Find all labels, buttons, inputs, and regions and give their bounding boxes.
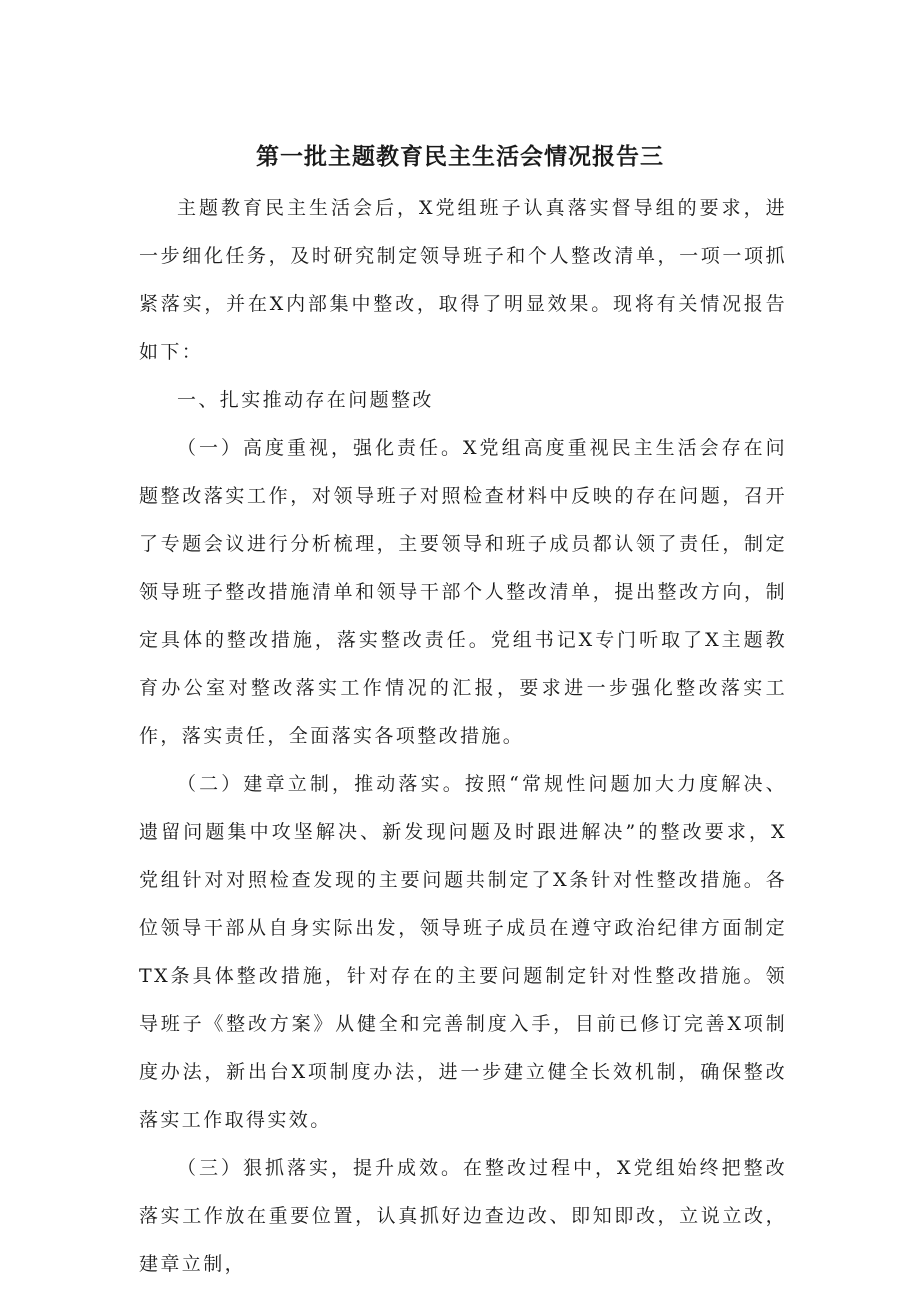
document-body — [139, 184, 787, 1288]
intro-paragraph: 主题教育民主生活会后，X党组班子认真落实督导组的要求，进一步细化任务，及时研究制定领导班子和个人整改清单，一项一项抓紧落实，并在X内部集中整改，取得了明显效果。现将有关情况报告如下： — [139, 197, 787, 363]
section-heading-1: 一、扎实推动存在问题整改 — [177, 389, 434, 411]
paragraph-1: （一）高度重视，强化责任。X党组高度重视民主生活会存在问题整改落实工作，对领导班子对照检查材料中反映的存在问题，召开了专题会议进行分析梳理，主要领导和班子成员都认领了责任，制定领导班子整改措施清单和领导干部个人整改清单，提出整改方向，制定具体的整改措施，落实整改责任。党组书记X专门听取了X主题教育办公室对整改落实工作情况的汇报，要求进一步强化整改落实工作，落实责任，全面落实各项整改措施。 — [139, 437, 787, 747]
document-title: 第一批主题教育民主生活会情况报告三 — [256, 144, 664, 170]
paragraph-2: （二）建章立制，推动落实。按照“常规性问题加大力度解决、遗留问题集中攻坚解决、新发现问题及时跟进解决”的整改要求，X党组针对对照检查发现的主要问题共制定了X条针对性整改措施。各位领导干部从自身实际出发，领导班子成员在遵守政治纪律方面制定TX条具体整改措施，针对存在的主要问题制定针对性整改措施。领导班子《整改方案》从健全和完善制度入手，目前已修订完善X项制度办法，新出台X项制度办法，进一步建立健全长效机制，确保整改落实工作取得实效。 — [139, 773, 787, 1131]
paragraph-3: （三）狠抓落实，提升成效。在整改过程中，X党组始终把整改落实工作放在重要位置，认真抓好边查边改、即知即改，立说立改，建章立制， — [139, 1157, 787, 1275]
